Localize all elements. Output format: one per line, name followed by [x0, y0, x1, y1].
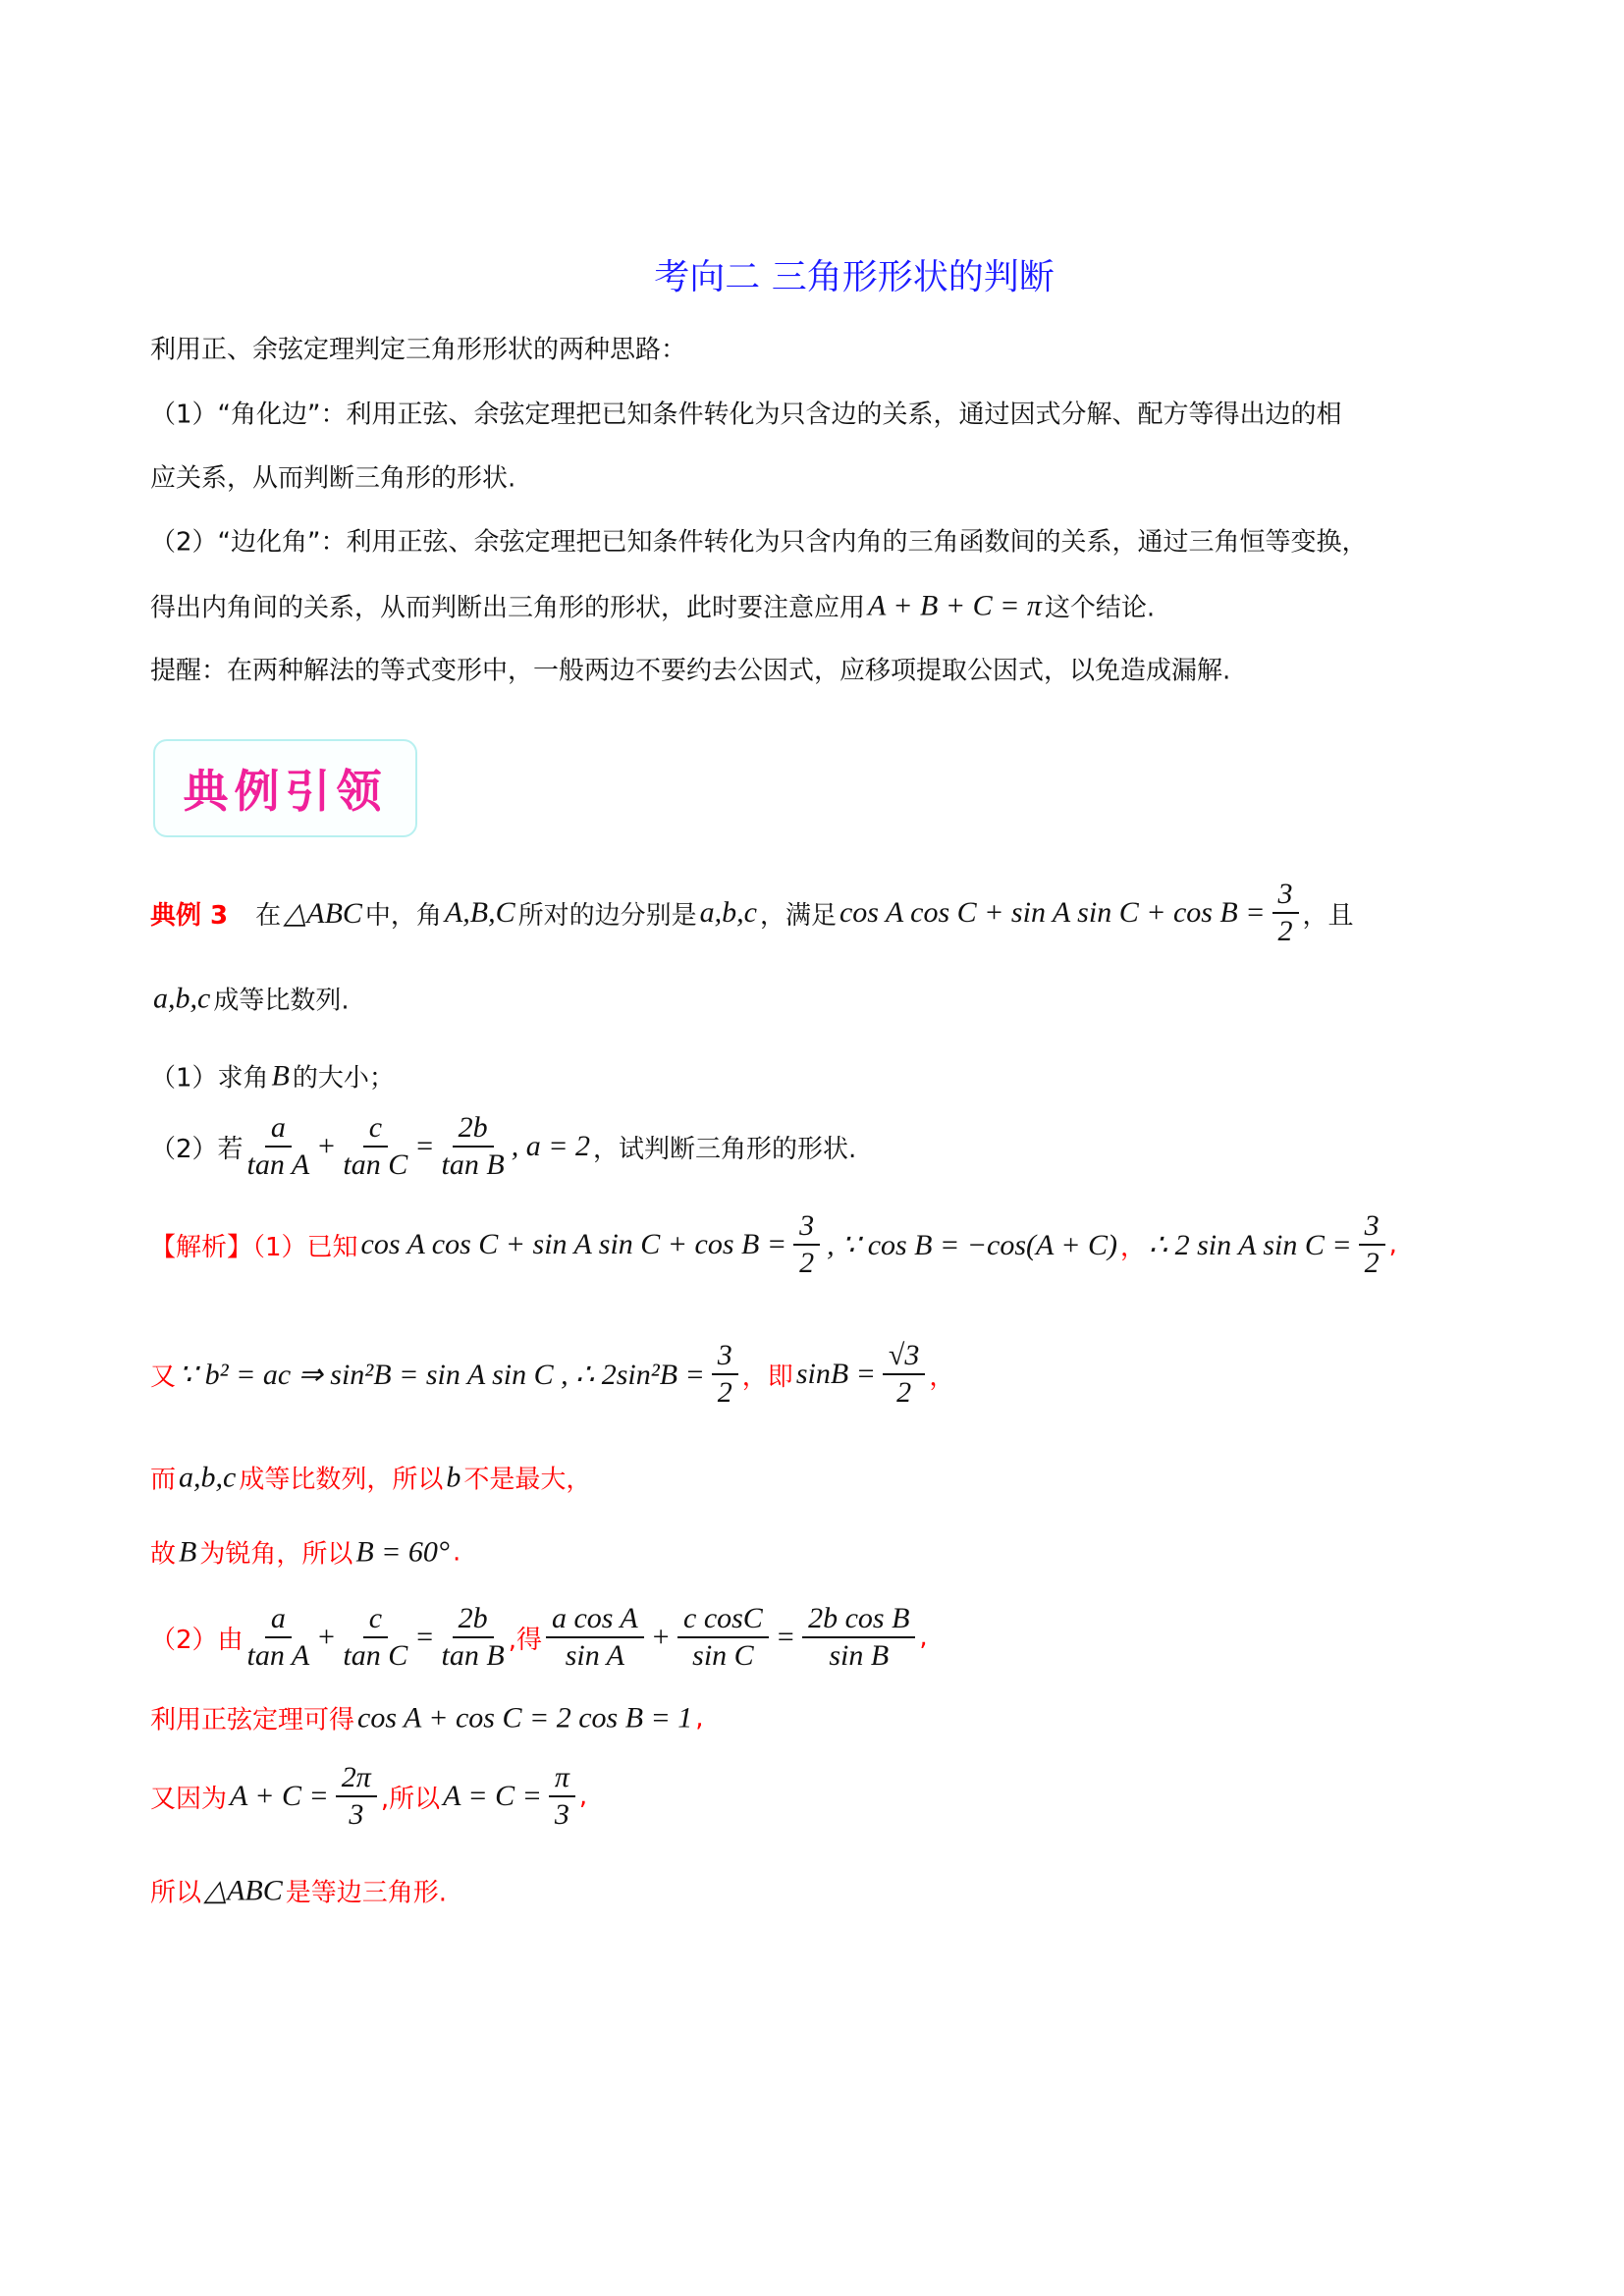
text-run: 在 [255, 900, 282, 931]
math-expression: B [271, 1059, 290, 1092]
fraction [442, 1110, 505, 1183]
math-expression: B [179, 1535, 197, 1568]
text-line [150, 1534, 460, 1571]
fraction-denominator: sin A [565, 1639, 624, 1672]
text-run: 中，角 [364, 900, 442, 931]
section-badge-label: 典例引领 [183, 765, 388, 818]
text-run: , [695, 1703, 704, 1733]
fraction-numerator: c cosC [677, 1601, 769, 1638]
text-run: ，试判断三角形的形状. [592, 1134, 857, 1164]
text-run: 是等边三角形. [285, 1878, 448, 1908]
text-line [150, 1601, 928, 1674]
text-run: 得出内角间的关系，从而判断出三角形的形状，此时要注意应用 [150, 593, 866, 623]
text-line [150, 1110, 856, 1183]
text-run: ，且 [1302, 900, 1354, 931]
fraction-numerator: 3 [1272, 877, 1299, 914]
fraction-denominator: sin C [692, 1639, 754, 1672]
math-expression: cos A cos C + sin A sin C + cos B = [839, 896, 1266, 929]
text-run: 又 [150, 1362, 177, 1392]
text-line [150, 981, 350, 1017]
math-expression: A,B,C [444, 896, 515, 929]
math-expression: + [316, 1621, 337, 1653]
text-line [150, 588, 1155, 624]
text-run: （1）求角 [150, 1063, 269, 1094]
fraction [677, 1601, 769, 1674]
text-run: ， [1120, 1232, 1147, 1262]
text-run: 又因为 [150, 1784, 228, 1814]
fraction-numerator: 2b cos B [802, 1601, 915, 1638]
fraction [546, 1601, 644, 1674]
math-expression: = [414, 1130, 435, 1162]
text-run: 提醒：在两种解法的等式变形中，一般两边不要约去公因式，应移项提取公因式，以免造成漏解. [150, 656, 1231, 686]
text-run: 而 [150, 1465, 177, 1495]
text-run: , [578, 1782, 588, 1811]
math-expression: , ∵ cos B = −cos(A + C) [827, 1228, 1118, 1261]
fraction-denominator: 2 [896, 1376, 912, 1409]
text-run: （1）“角化边”：利用正弦、余弦定理把已知条件转化为只含边的关系，通过因式分解、配方等得出边的相 [150, 400, 1342, 430]
math-expression: = [775, 1621, 796, 1653]
text-line [150, 1760, 587, 1833]
text-run: 利用正弦定理可得 [150, 1705, 355, 1735]
text-run: 应关系，从而判断三角形的形状. [150, 463, 516, 494]
text-run: , [1388, 1230, 1397, 1259]
fraction-numerator: 2b [453, 1601, 494, 1638]
fraction-numerator: √3 [883, 1338, 925, 1375]
fraction-numerator: a cos A [546, 1601, 644, 1638]
text-run: ，满足 [759, 900, 837, 931]
text-line [150, 395, 1341, 431]
text-run: ，即 [741, 1362, 793, 1392]
text-run: . [452, 1537, 461, 1567]
text-run: 【解析】（1）已知 [150, 1232, 358, 1262]
text-run: （2）由 [150, 1625, 244, 1655]
fraction [802, 1601, 915, 1674]
fraction-numerator: c [363, 1110, 388, 1148]
fraction [793, 1208, 820, 1281]
text-line [150, 1208, 1397, 1281]
text-run: （2）若 [150, 1134, 244, 1164]
math-expression: ∴ 2 sin A sin C = [1149, 1228, 1352, 1261]
fraction-numerator: 3 [712, 1338, 738, 1375]
fraction-denominator: tan B [441, 1639, 505, 1672]
fraction [1359, 1208, 1385, 1281]
fraction-numerator: 2π [336, 1760, 377, 1797]
text-run: ,所以 [380, 1784, 441, 1814]
math-expression: cos A cos C + sin A sin C + cos B = [360, 1228, 787, 1260]
text-line [150, 1700, 704, 1736]
fraction-numerator: a [265, 1110, 292, 1148]
math-expression: + [316, 1130, 337, 1162]
text-line [150, 522, 1367, 559]
text-line [150, 651, 1230, 687]
fraction-denominator: 2 [799, 1247, 815, 1279]
math-expression: A + B + C = π [868, 589, 1042, 621]
fraction [1272, 877, 1299, 949]
text-run: 成等比数列. [213, 986, 350, 1016]
text-line [150, 877, 1354, 949]
fraction [343, 1601, 407, 1674]
math-expression: , a = 2 [511, 1130, 590, 1162]
text-run: 成等比数列，所以 [239, 1465, 444, 1495]
fraction-denominator: sin B [829, 1639, 890, 1672]
math-expression: b [446, 1461, 461, 1493]
text-run: 故 [150, 1539, 177, 1570]
fraction-denominator: 2 [1364, 1247, 1380, 1279]
text-line [150, 330, 686, 366]
math-expression: △ABC [284, 896, 362, 930]
math-expression: = [414, 1621, 435, 1653]
section-title: 考向二 三角形形状的判断 [654, 257, 1055, 297]
text-run: 所以 [150, 1878, 202, 1908]
fraction-denominator: 3 [554, 1798, 569, 1831]
fraction-numerator: 2b [453, 1110, 494, 1148]
fraction-numerator: a [265, 1601, 292, 1638]
fraction [549, 1760, 575, 1833]
fraction-numerator: c [363, 1601, 388, 1638]
text-run: , [919, 1623, 928, 1652]
fraction-numerator: π [549, 1760, 575, 1797]
text-run: ,得 [508, 1625, 542, 1655]
text-line [150, 1873, 447, 1909]
fraction-denominator: 2 [1277, 915, 1293, 947]
text-run: 这个结论. [1044, 593, 1156, 623]
fraction-denominator: 3 [349, 1798, 364, 1831]
text-run: 为锐角，所以 [199, 1539, 353, 1570]
fraction-denominator: tan B [441, 1148, 505, 1181]
example-label: 典例 3 [150, 900, 229, 931]
fraction-denominator: tan A [246, 1639, 310, 1672]
fraction [883, 1338, 925, 1411]
text-line [150, 458, 515, 495]
text-line [150, 1338, 954, 1411]
math-expression: a,b,c [179, 1461, 237, 1493]
fraction [247, 1601, 310, 1674]
text-run: 所对的边分别是 [517, 900, 697, 931]
fraction [442, 1601, 505, 1674]
math-expression: A = C = [443, 1780, 542, 1812]
text-run: ， [929, 1362, 955, 1392]
fraction [712, 1338, 738, 1411]
text-run: 不是最大， [463, 1465, 592, 1495]
math-expression: + [650, 1621, 671, 1653]
fraction [343, 1110, 407, 1183]
math-expression: B = 60° [355, 1535, 450, 1568]
fraction-denominator: tan C [343, 1148, 408, 1181]
fraction-numerator: 3 [793, 1208, 820, 1246]
math-expression: △ABC [204, 1874, 283, 1907]
math-expression: ∵ b² = ac ⇒ sin²B = sin A sin C , ∴ 2sin²B = [179, 1358, 705, 1391]
section-badge [153, 739, 417, 837]
text-run: 利用正、余弦定理判定三角形形状的两种思路： [150, 335, 687, 365]
math-expression: A + C = [230, 1780, 329, 1812]
fraction [336, 1760, 377, 1833]
math-expression: a,b,c [153, 982, 211, 1014]
text-line [150, 1058, 395, 1095]
fraction-numerator: 3 [1359, 1208, 1385, 1246]
fraction [247, 1110, 310, 1183]
math-expression: cos A + cos C = 2 cos B = 1 [357, 1701, 693, 1734]
text-run: （2）“边化角”：利用正弦、余弦定理把已知条件转化为只含内角的三角函数间的关系，通过三角恒等变换， [150, 527, 1368, 558]
math-expression: sinB = [795, 1358, 876, 1390]
text-run: 的大小； [292, 1063, 395, 1094]
fraction-denominator: 2 [717, 1376, 732, 1409]
fraction-denominator: tan A [246, 1148, 310, 1181]
math-expression: a,b,c [699, 896, 757, 929]
text-line [150, 1460, 591, 1496]
fraction-denominator: tan C [343, 1639, 408, 1672]
